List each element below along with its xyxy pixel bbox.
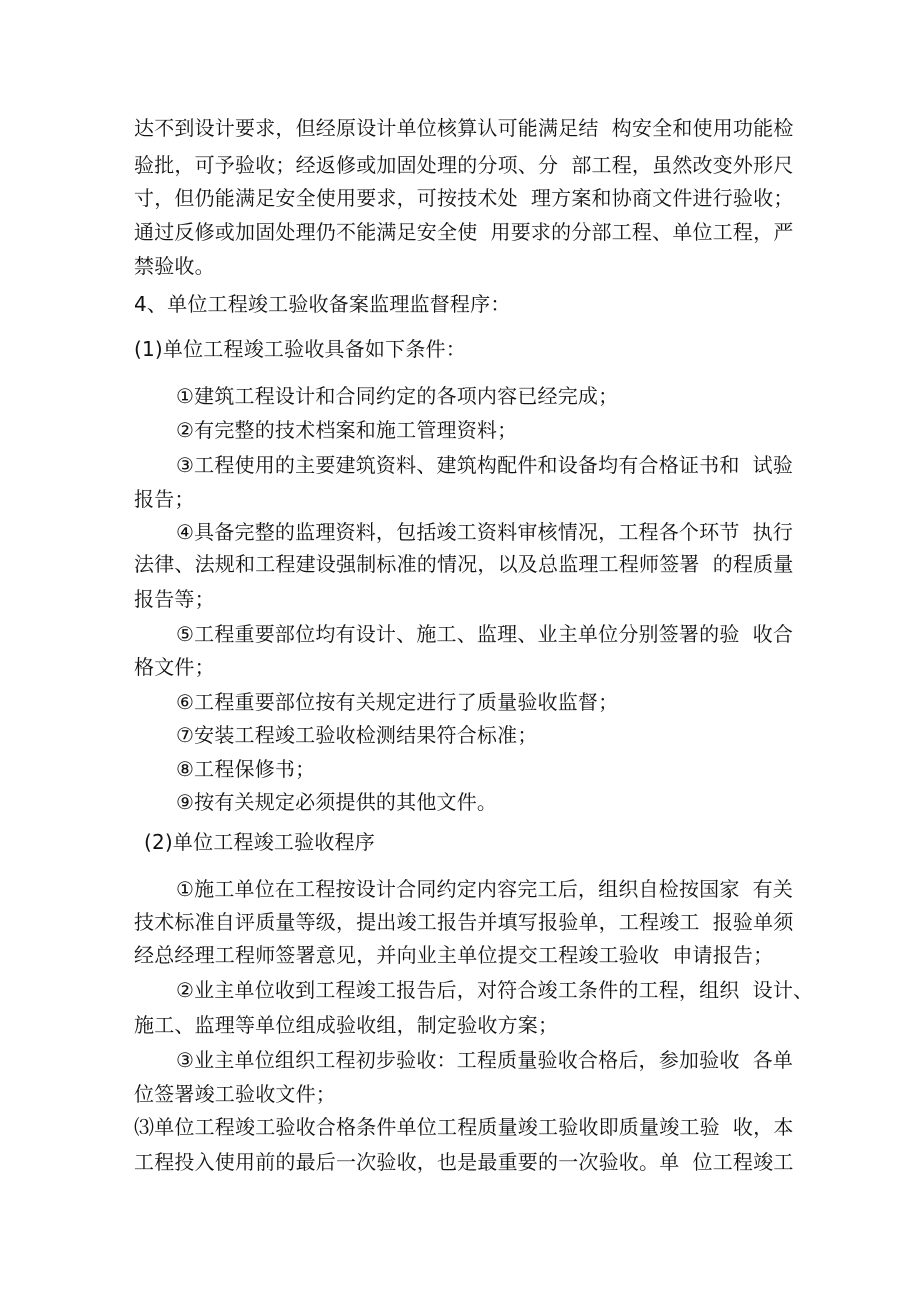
- list-item-9: ⑨按有关规定必须提供的其他文件。: [176, 790, 498, 814]
- procedure-item-1: ①施工单位在工程按设计合同约定内容完工后，组织自检按国家 有关: [176, 877, 794, 901]
- text-line-4: 通过反修或加固处理仍不能满足安全使 用要求的分部工程、单位工程，严: [134, 220, 794, 244]
- list-item-7: ⑦安装工程竣工验收检测结果符合标准；: [176, 723, 538, 747]
- text-line-3: 寸，但仍能满足安全使用要求，可按技术处 理方案和协商文件进行验收；: [134, 186, 794, 210]
- text-line-5: 禁验收。: [134, 254, 215, 278]
- list-item-2: ②有完整的技术档案和施工管理资料；: [176, 418, 518, 442]
- list-item-6: ⑥工程重要部位按有关规定进行了质量验收监督；: [176, 690, 619, 714]
- procedure-item-1-cont-1: 技术标准自评质量等级，提出竣工报告并填写报验单，工程竣工 报验单须: [134, 910, 794, 934]
- list-item-5: ⑤工程重要部位均有设计、施工、监理、业主单位分别签署的验 收合: [176, 622, 794, 646]
- procedure-item-1-cont-2: 经总经理工程师签署意见，并向业主单位提交工程竣工验收 申请报告；: [134, 943, 774, 967]
- section-heading-4: 4、单位工程竣工验收备案监理监督程序：: [134, 292, 511, 316]
- text-line-1: 达不到设计要求，但经原设计单位核算认可能满足结 构安全和使用功能检: [134, 116, 794, 140]
- list-item-1: ①建筑工程设计和合同约定的各项内容已经完成；: [176, 384, 619, 408]
- procedure-item-2-cont: 施工、监理等单位组成验收组，制定验收方案；: [134, 1013, 559, 1037]
- subheading-2: (2)单位工程竣工验收程序: [144, 830, 375, 854]
- list-item-4: ④具备完整的监理资料，包括竣工资料审核情况，工程各个环节 执行: [176, 520, 794, 544]
- text-line-2: 验批，可予验收；经返修或加固处理的分项、分 部工程，虽然改变外形尺: [134, 153, 794, 177]
- list-item-4-cont-1: 法律、法规和工程建设强制标准的情况，以及总监理工程师签署 的程质量: [134, 552, 794, 576]
- list-item-5-cont: 格文件；: [134, 655, 215, 679]
- procedure-item-2: ②业主单位收到工程竣工报告后，对符合竣工条件的工程，组织 设计、: [176, 978, 814, 1002]
- subheading-3: ⑶单位工程竣工验收合格条件单位工程质量竣工验收即质量竣工验 收，本: [134, 1115, 794, 1139]
- subheading-1: (1)单位工程竣工验收具备如下条件：: [134, 337, 466, 361]
- list-item-8: ⑧工程保修书；: [176, 757, 316, 781]
- procedure-item-3-cont: 位签署竣工验收文件；: [134, 1082, 336, 1106]
- list-item-4-cont-2: 报告等；: [134, 587, 215, 611]
- list-item-3-cont: 报告；: [134, 487, 195, 511]
- subheading-3-cont: 工程投入使用前的最后一次验收，也是最重要的一次验收。单 位工程竣工: [134, 1150, 794, 1174]
- procedure-item-3: ③业主单位组织工程初步验收：工程质量验收合格后，参加验收 各单: [176, 1048, 794, 1072]
- list-item-3: ③工程使用的主要建筑资料、建筑构配件和设备均有合格证书和 试验: [176, 453, 794, 477]
